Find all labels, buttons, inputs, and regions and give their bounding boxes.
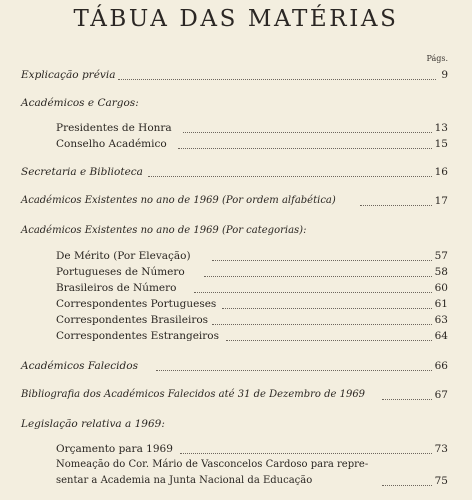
dot-leader (148, 176, 434, 177)
toc-section-label: Académicos e Cargos: (21, 97, 142, 109)
dot-leader (183, 132, 434, 133)
toc-entry-label: De Mérito (Por Elevação) (56, 250, 194, 262)
toc-section-legislacao (0, 418, 472, 434)
toc-entry-brasileiros-numero[interactable] (0, 282, 472, 298)
dot-leader (118, 79, 436, 80)
toc-entry-page: 57 (432, 250, 448, 262)
dot-leader (360, 205, 434, 206)
toc-entry-page: 63 (432, 314, 448, 326)
toc-entry-correspondentes-estrangeiros[interactable] (0, 330, 472, 346)
toc-entry-label: Académicos Falecidos (21, 360, 141, 372)
toc-entry-page: 9 (438, 69, 448, 81)
toc-entry-label: Correspondentes Brasileiros (56, 314, 211, 326)
toc-entry-page: 67 (432, 389, 448, 401)
dot-leader (222, 308, 434, 309)
dot-leader (180, 453, 434, 454)
dot-leader (382, 485, 434, 486)
toc-entry-page: 75 (432, 475, 448, 487)
toc-entry-page: 15 (432, 138, 448, 150)
toc-section-label: Legislação relativa a 1969: (21, 418, 168, 430)
toc-entry-bibliografia[interactable] (0, 389, 472, 405)
toc-entry-label: Bibliografia dos Académicos Falecidos até 31 de Dezembro de 1969 (21, 389, 368, 400)
toc-entry-page: 16 (432, 166, 448, 178)
toc-entry-page: 61 (432, 298, 448, 310)
toc-entry-nomeacao-line1[interactable] (0, 459, 472, 475)
toc-section-academicos-cargos (0, 97, 472, 113)
toc-entry-explicacao-previa[interactable] (0, 69, 472, 85)
toc-entry-page: 64 (432, 330, 448, 342)
dot-leader (204, 276, 434, 277)
dot-leader (382, 399, 434, 400)
toc-entry-label: Explicação prévia (21, 69, 118, 81)
toc-entry-correspondentes-brasileiros[interactable] (0, 314, 472, 330)
toc-section-label: Académicos Existentes no ano de 1969 (Por categorias): (21, 225, 309, 236)
dot-leader (226, 340, 434, 341)
toc-entry-secretaria-biblioteca[interactable] (0, 166, 472, 182)
toc-section-existentes-categorias (0, 225, 472, 241)
toc-entry-page: 66 (432, 360, 448, 372)
toc-entry-conselho-academico[interactable] (0, 138, 472, 154)
toc-entry-page: 58 (432, 266, 448, 278)
toc-entry-label: Conselho Académico (56, 138, 170, 150)
toc-entry-de-merito[interactable] (0, 250, 472, 266)
toc-entry-nomeacao-line2[interactable] (0, 475, 472, 491)
dot-leader (178, 148, 434, 149)
toc-entry-academicos-falecidos[interactable] (0, 360, 472, 376)
dot-leader (156, 370, 434, 371)
toc-entry-presidentes-honra[interactable] (0, 122, 472, 138)
toc-entry-label: Brasileiros de Número (56, 282, 179, 294)
dot-leader (212, 260, 434, 261)
toc-entry-page: 73 (432, 443, 448, 455)
toc-entry-label: sentar a Academia na Junta Nacional da Educação (56, 475, 315, 486)
dot-leader (194, 292, 434, 293)
toc-entry-existentes-alfabetica[interactable] (0, 195, 472, 211)
toc-entry-page: 60 (432, 282, 448, 294)
toc-entry-label: Nomeação do Cor. Mário de Vasconcelos Cardoso para repre- (56, 459, 371, 470)
toc-entry-label: Académicos Existentes no ano de 1969 (Por ordem alfabética) (21, 195, 339, 206)
pages-column-header: Págs. (426, 54, 448, 63)
toc-entry-label: Correspondentes Estrangeiros (56, 330, 222, 342)
toc-entry-orcamento[interactable] (0, 443, 472, 459)
page-title: TÁBUA DAS MATÉRIAS (73, 6, 399, 32)
toc-entry-portugueses-numero[interactable] (0, 266, 472, 282)
toc-entry-label: Presidentes de Honra (56, 122, 175, 134)
toc-entry-correspondentes-portugueses[interactable] (0, 298, 472, 314)
toc-entry-page: 17 (432, 195, 448, 207)
toc-entry-label: Orçamento para 1969 (56, 443, 176, 455)
toc-entry-label: Correspondentes Portugueses (56, 298, 219, 310)
toc-entry-label: Portugueses de Número (56, 266, 188, 278)
toc-entry-label: Secretaria e Biblioteca (21, 166, 146, 178)
dot-leader (212, 324, 434, 325)
toc-entry-page: 13 (432, 122, 448, 134)
